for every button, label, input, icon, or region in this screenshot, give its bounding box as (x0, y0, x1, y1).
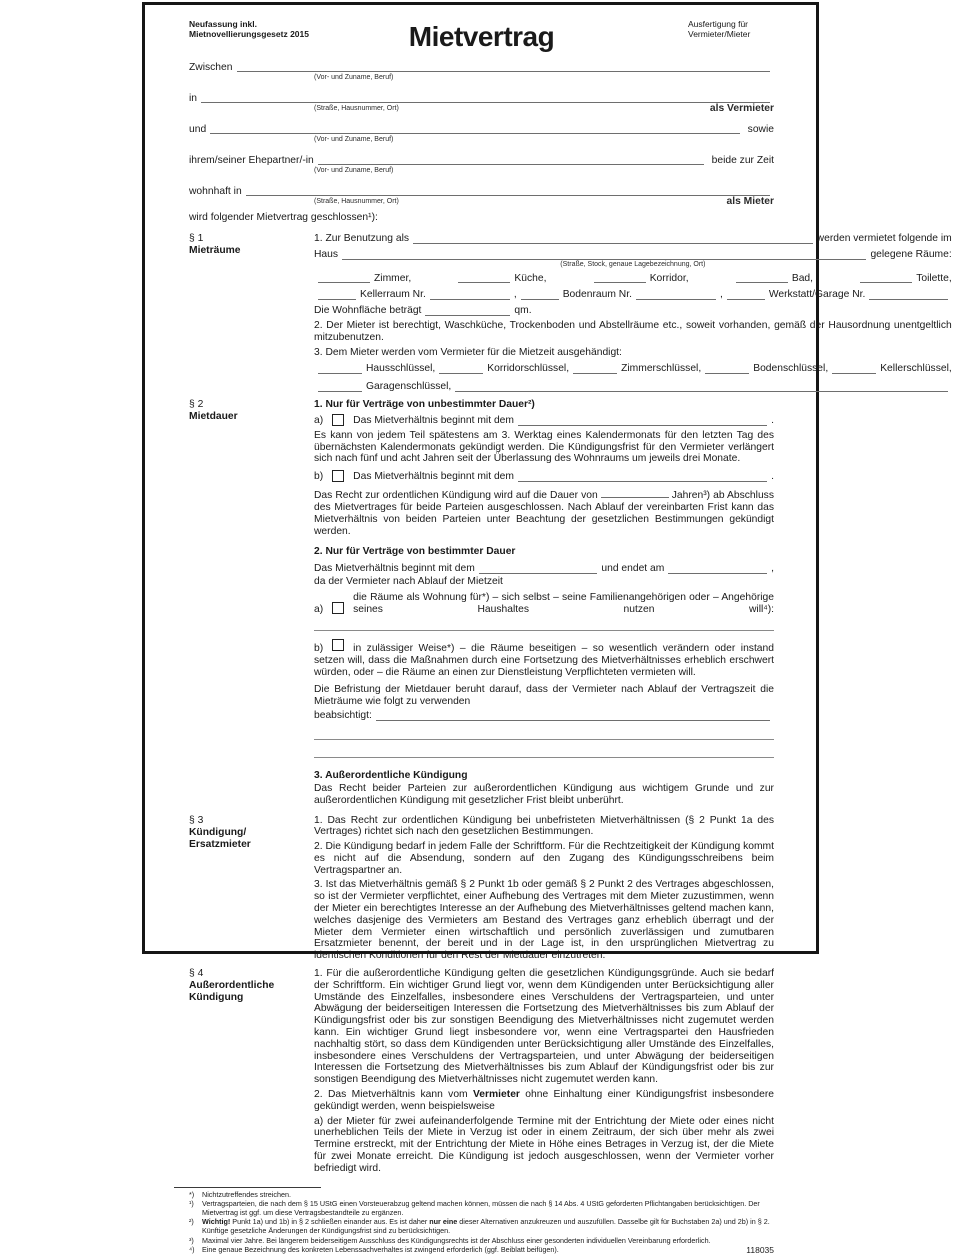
years-field[interactable] (601, 488, 669, 498)
section-ref: § 2 (189, 398, 204, 410)
house-field[interactable] (342, 258, 866, 260)
bodenraum-count-field[interactable] (521, 298, 559, 300)
footnote-rule (174, 1187, 321, 1188)
tenant-address-field[interactable] (246, 194, 770, 196)
landlord-address-field[interactable] (201, 101, 770, 103)
option-a-label: a) (314, 414, 324, 426)
row-between (189, 59, 774, 73)
contract-form-page (142, 2, 952, 1255)
kellerschluessel-count-field[interactable] (832, 372, 876, 374)
footnote-text: Nichtzutreffendes streichen. (202, 1189, 291, 1199)
s2-para-3: Das Recht beider Parteien zur außerordentlichen Kündigung aus wichtigem Grunde und zur außerordentlichen Kündigung mit gesetzlicher Frist bleibt unberührt. (314, 782, 774, 806)
parties-block (189, 59, 774, 223)
checkbox-bestimmt-b[interactable] (332, 639, 344, 651)
fixed-begin-field[interactable] (479, 572, 598, 574)
form-header (189, 11, 774, 59)
area-field[interactable] (425, 314, 510, 316)
cellar-row (314, 289, 952, 301)
s2-para-b (314, 488, 774, 537)
kellerraum-nr-field[interactable] (430, 298, 510, 300)
key-pair (435, 363, 569, 375)
footnote-1 (189, 1200, 774, 1217)
section-3 (189, 815, 774, 963)
zimmer-count-field[interactable] (318, 281, 370, 283)
key-pair (828, 363, 952, 375)
bad-count-field[interactable] (736, 281, 788, 283)
s4-p2-pre: 2. Das Mietverhältnis kann vom (314, 1089, 473, 1101)
tenant-name-field[interactable] (210, 132, 739, 134)
footnote-mark: *) (189, 1189, 195, 1199)
para-b-post: Jahren³) ab Abschluss des Mietvertrages für beide Parteien ausgeschlossen. Nach Ablauf der vereinbarten Frist kann das Mietverhältnis von beiden Parteien unter Beachtung der gesetzlichen Bestimmungen gekündigt werden. (314, 490, 774, 537)
copy-note (688, 19, 774, 39)
in-label: in (189, 93, 198, 104)
section-name: Außerordentliche (189, 980, 275, 992)
section-2 (189, 399, 774, 807)
house-label: Haus (314, 248, 339, 260)
footnote-text: Vertragsparteien, die nach dem § 15 UStG einen Vorsteuerabzug geltend machen können, müssen die nach § 14 Abs. 4 UStG geforderten Pflichtangaben berücksichtigen. Der Mietvertrag ist ggf. um diese Vertragsbestandteile zu ergänzen. (202, 1199, 760, 1217)
and-label: und (189, 124, 207, 135)
permitted-use-text: in zulässiger Weise*) – die Räume beseitigen – so wesentlich verändern oder instand setzen will, dass die Maßnahmen durch eine Fortsetzung des Mietverhältnisses erheblich erschwert würden, oder – die Räume an einen zur Dienstleistung Verpflichteten vermieten will. (314, 643, 774, 678)
s3-p3: 3. Ist das Mietverhältnis gemäß § 2 Punkt 1b oder gemäß § 2 Punkt 2 des Vertrages abgeschlossen, so ist der Vermieter verpflichtet, einer Aufhebung des Vertrages mit dem Mieter zuzustimmen, wenn der Mieter ein berechtigtes Interesse an der Aufhebung des Mietverhältnisses geltend machen kann, welches dasjenige des Vermieters am Bestand des Vertrages ganz erheblich überragt und der Mieter dem Vermieter einen wirtschaftlich und persönlich zuverlässigen und zumutbaren Ersatzmieter benennt, der bereit und in der Lage ist, in den ursprünglichen Mietvertrag zu identischen Konditionen für den Rest der Mietdauer einzutreten. (314, 879, 774, 962)
room-pair (590, 273, 689, 285)
zimmerschluessel-count-field[interactable] (573, 372, 617, 374)
key-label: Zimmerschlüssel, (621, 363, 702, 375)
area-pre: Die Wohnfläche beträgt (314, 305, 422, 317)
cellar-label: Kellerraum Nr. (360, 289, 426, 301)
name-caption: (Vor- und Zuname, Beruf) (314, 74, 394, 81)
room-label: Zimmer, (374, 272, 412, 284)
section-name: Mieträume (189, 245, 241, 257)
footnote-2 (189, 1218, 774, 1235)
between-label: Zwischen (189, 62, 233, 73)
landlord-name-field[interactable] (237, 70, 771, 72)
key-label: Hausschlüssel, (366, 363, 436, 375)
section-1-sidebar (189, 233, 314, 393)
as-landlord-label: als Vermieter (709, 103, 774, 114)
section-1 (189, 233, 952, 393)
row-tenant-address (189, 183, 774, 197)
garage-key-row (314, 381, 952, 393)
bodenraum-nr-field[interactable] (636, 298, 716, 300)
checkbox-bestimmt-a[interactable] (332, 602, 344, 614)
period: . (771, 414, 774, 426)
key-pair (569, 363, 701, 375)
s2-2-option-b-row (314, 639, 774, 678)
begin-date-b-field[interactable] (518, 480, 767, 482)
s4-p1: 1. Für die außerordentliche Kündigung gelten die gesetzlichen Kündigungsgründe. Auch sie bedarf der Schriftform. Ein wichtiger Grund liegt vor, wenn dem Kündigenden unter Berücksichtigung aller Umstände des Einzelfalles, insbesondere eines Verschuldens der Vertragsparteien, und unter Abwägung der beiderseitigen Interessen die Fortsetzung des Mietverhältnisses bis zum Ablauf der Kündigungsfrist oder bis zur sonstigen Beendigung des Mietverhältnisses nicht zugemutet werden kann. Ein wichtiger Grund liegt insbesondere vor, wenn eine Vertragspartei den Hausfrieden nachhaltig stört, so dass dem Kündigenden unter Berücksichtigung aller Umstände des Einzelfalles, insbesondere eines Verschuldens der Vertragsparteien, und unter Abwägung der beiderseitigen Interessen die Fortsetzung des Mietverhältnisses bis zum Ablauf der Kündigungsfrist oder bis zur sonstigen Beendigung des Mietverhältnisses nicht zugemutet werden kann. (314, 968, 774, 1086)
footnote-2-text-1: Punkt 1a) und 1b) in § 2 schließen einander aus. Es ist daher (230, 1217, 430, 1227)
address-caption: (Straße, Hausnummer, Ort) (314, 198, 399, 205)
copy-line2: Vermieter/Mieter (688, 29, 751, 39)
s2-option-a-row (314, 414, 774, 427)
para-b-pre: Das Recht zur ordentlichen Kündigung wird auf die Dauer von (314, 490, 598, 502)
use-pre: 1. Zur Benutzung als (314, 233, 410, 244)
edition-line2: Mietnovellierungsgesetz 2015 (189, 29, 309, 39)
s1-p2: 2. Der Mieter ist berechtigt, Waschküche, Trockenboden und Abstellräume etc., soweit vorhanden, gemäß der Hausordnung unentgeltlich mitzubenutzen. (314, 319, 952, 343)
row-landlord-address (189, 90, 774, 104)
checkbox-unbefristet-a[interactable] (332, 414, 344, 426)
footnote-2-text-2: dieser Alternativen anzukreuzen und auszufüllen. Dasselbe gilt für Buchstaben 2a) und 2b) in § 2. (457, 1217, 770, 1227)
footnote-mark: ⁴) (189, 1245, 195, 1255)
key-label: Bodenschlüssel, (753, 363, 829, 375)
s2-para-a: Es kann von jedem Teil spätestens am 3. Werktag eines Kalendermonats für den letzten Tag des übernächsten Kalendermonats gekündigt werden. Die Kündigungsfrist für den Vermieter verlängert sich nach fünf und acht Jahren seit der Überlassung des Wohnraums um jeweils drei Monate. (314, 429, 774, 465)
footnote-text (202, 1218, 774, 1235)
section-ref: § 4 (189, 968, 204, 980)
room-pair (732, 273, 813, 285)
room-pair (314, 273, 411, 285)
room-label: Toilette, (916, 272, 952, 284)
section-4-sidebar (189, 968, 314, 1175)
s4-p2a: a) der Mieter für zwei aufeinanderfolgende Termine mit der Entrichtung der Miete oder eines nicht unerheblichen Teils der Miete in Verzug ist oder in einem Zeitraum, der sich über mehr als zwei Termine erstreckt, mit der Entrichtung der Miete in Höhe eines Betrages in Verzug ist, der die Miete für zwei Monate erreicht. Die Kündigung ist jedoch ausgeschlossen, wenn der Vermieter vorher befriedigt wird. (314, 1115, 774, 1174)
intent-field-2[interactable] (314, 738, 774, 740)
footnote-text: Eine genaue Bezeichnung des konkreten Lebenssachverhaltes ist zwingend erforderlich (ggf. Beiblatt beifügen). (202, 1245, 559, 1255)
s2-heading-3: 3. Außerordentliche Kündigung (314, 770, 468, 782)
closing-line: wird folgender Mietvertrag geschlossen¹): (189, 212, 378, 223)
fixed-term-row (314, 563, 774, 575)
key-pair (701, 363, 828, 375)
footnote-mark: ¹) (189, 1199, 194, 1209)
footnote-2-line-2: Künftige gesetzliche Änderungen der Kündigungsfrist sind zu berücksichtigen. (202, 1225, 451, 1235)
caption-row (189, 197, 774, 207)
section-name: Mietdauer (189, 411, 238, 423)
footnote-mark: ²) (189, 1217, 194, 1227)
footnote-star (189, 1191, 774, 1200)
spouse-label: ihrem/seiner Ehepartner/-in (189, 155, 314, 166)
garagenschluessel-count-field[interactable] (318, 390, 362, 392)
fixed-comma: , (771, 563, 774, 575)
comma: , (513, 289, 517, 301)
begins-text: Das Mietverhältnis beginnt mit dem (353, 471, 514, 483)
korridorschluessel-count-field[interactable] (439, 372, 483, 374)
resident-label: wohnhaft in (189, 186, 242, 197)
edition-line1: Neufassung inkl. (189, 19, 258, 29)
both-currently-label: beide zur Zeit (711, 155, 774, 166)
bodenschluessel-count-field[interactable] (705, 372, 749, 374)
key-pair (314, 363, 435, 375)
garage-count-field[interactable] (727, 298, 765, 300)
s3-p1: 1. Das Recht zur ordentlichen Kündigung bei unbefristeten Mietverhältnissen (§ 2 Punkt 1a des Vertrages) richtet sich nach den gesetzlichen Bestimmungen. (314, 814, 774, 838)
footnote-text: Maximal vier Jahre. Bei längerem beiderseitigem Ausschluss des Kündigungsrechts ist der Abschluss einer gesonderten individuellen Vereinbarung erforderlich. (202, 1235, 711, 1245)
fixed-mid: und endet am (601, 563, 665, 575)
row-spouse (189, 152, 774, 166)
keys-row (314, 363, 952, 375)
s4-p2-landlord: Vermieter (472, 1089, 520, 1101)
use-post: werden vermietet folgende im (816, 233, 952, 244)
room-pair (856, 273, 952, 285)
area-row (314, 305, 952, 317)
attic-label: Bodenraum Nr. (562, 289, 632, 301)
address-caption: (Straße, Hausnummer, Ort) (314, 105, 399, 112)
house-post: gelegene Räume: (870, 248, 952, 260)
hausschluessel-count-field[interactable] (318, 372, 362, 374)
footnotes (189, 1187, 774, 1255)
as-tenant-label: als Mieter (726, 196, 774, 207)
name-caption: (Vor- und Zuname, Beruf) (314, 136, 394, 143)
toilette-count-field[interactable] (860, 281, 912, 283)
checkbox-unbefristet-b[interactable] (332, 470, 344, 482)
footnote-mark: ³) (189, 1235, 194, 1245)
section-name: Kündigung (189, 992, 244, 1004)
fixed-cont-line: da der Vermieter nach Ablauf der Mietzeit (314, 575, 503, 587)
area-post: qm. (514, 305, 532, 317)
room-pair (454, 273, 546, 285)
kueche-count-field[interactable] (458, 281, 510, 283)
option-b-label: b) (314, 643, 324, 655)
befristung-text: Die Befristung der Mietdauer beruht darauf, dass der Vermieter nach Ablauf der Vertragszeit die Mieträume wie folgt zu verwenden (314, 683, 774, 707)
option-b-label: b) (314, 471, 324, 483)
intent-field-1[interactable] (376, 719, 770, 721)
section-3-sidebar (189, 815, 314, 963)
intent-field-3[interactable] (314, 756, 774, 758)
copy-line1: Ausfertigung für (688, 19, 749, 29)
s2-2-option-a-row (314, 592, 774, 616)
option-a-label: a) (314, 603, 324, 615)
garage-key-label: Garagenschlüssel, (366, 381, 452, 393)
room-label: Korridor, (649, 272, 689, 284)
use-field[interactable] (413, 242, 813, 244)
wichtig-bold: Wichtig! (202, 1217, 231, 1227)
caption-row (189, 104, 774, 114)
begin-date-a-field[interactable] (518, 424, 767, 426)
caption-row (189, 73, 774, 83)
s4-p2 (314, 1089, 774, 1113)
fixed-end-field[interactable] (668, 572, 767, 574)
caption-row (189, 166, 774, 176)
purpose-field[interactable] (314, 629, 774, 631)
s2-heading-1: 1. Nur für Verträge von unbestimmter Dauer²) (314, 398, 535, 410)
caption-row (189, 135, 774, 145)
rooms-row (314, 273, 952, 285)
footnote-3 (189, 1237, 774, 1246)
s4-p2-post: ohne Einhaltung einer Kündigungsfrist insbesondere gekündigt werden, wenn beispielsweise (314, 1089, 774, 1112)
s3-p2: 2. Die Kündigung bedarf in jedem Falle der Schriftform. Für die Rechtzeitigkeit der Kündigung kommt es nicht auf die Absendung, sondern auf den Zugang des Kündigungsschreibens beim Vertragspartner an. (314, 841, 774, 876)
room-label: Küche, (514, 272, 547, 284)
sowie-label: sowie (747, 124, 774, 135)
s1-p3: 3. Dem Mieter werden vom Vermieter für die Mietzeit ausgehändigt: (314, 346, 622, 358)
house-row (314, 249, 952, 261)
room-label: Bad, (791, 272, 814, 284)
korridor-count-field[interactable] (594, 281, 646, 283)
extra-keys-field[interactable] (455, 390, 947, 392)
section-name: Kündigung/ (189, 826, 247, 838)
comma: , (719, 289, 723, 301)
garage-label: Werkstatt/Garage Nr. (768, 289, 866, 301)
beabsichtigt-label: beabsichtigt: (314, 710, 372, 722)
fixed-pre: Das Mietverhältnis beginnt mit dem (314, 563, 475, 575)
intent-row (314, 710, 774, 722)
period: . (771, 471, 774, 483)
begins-text: Das Mietverhältnis beginnt mit dem (353, 414, 514, 426)
use-row (314, 233, 952, 245)
row-tenant (189, 121, 774, 135)
house-caption: (Straße, Stock, genaue Lagebezeichnung, Ort) (560, 260, 706, 268)
key-label: Korridorschlüssel, (487, 363, 570, 375)
key-label: Kellerschlüssel, (880, 363, 952, 375)
form-title: Mietvertrag (408, 21, 555, 52)
nur-eine-bold: nur eine (429, 1217, 458, 1227)
s2-heading-2: 2. Nur für Verträge von bestimmter Dauer (314, 546, 516, 558)
section-4 (189, 968, 774, 1175)
spouse-name-field[interactable] (318, 163, 704, 165)
form-number: 118035 (746, 1244, 774, 1255)
kellerraum-count-field[interactable] (318, 298, 356, 300)
section-name: Ersatzmieter (189, 838, 251, 850)
use-as-home-text: die Räume als Wohnung für*) – sich selbst – seine Familienangehörigen oder – Angehörige seines Haushaltes nutzen will⁴): (353, 591, 774, 615)
section-ref: § 1 (189, 233, 204, 244)
footnote-4 (189, 1246, 774, 1255)
section-ref: § 3 (189, 814, 204, 826)
section-2-sidebar (189, 399, 314, 807)
garage-nr-field[interactable] (869, 298, 947, 300)
s2-option-b-row (314, 470, 774, 483)
name-caption: (Vor- und Zuname, Beruf) (314, 167, 394, 174)
